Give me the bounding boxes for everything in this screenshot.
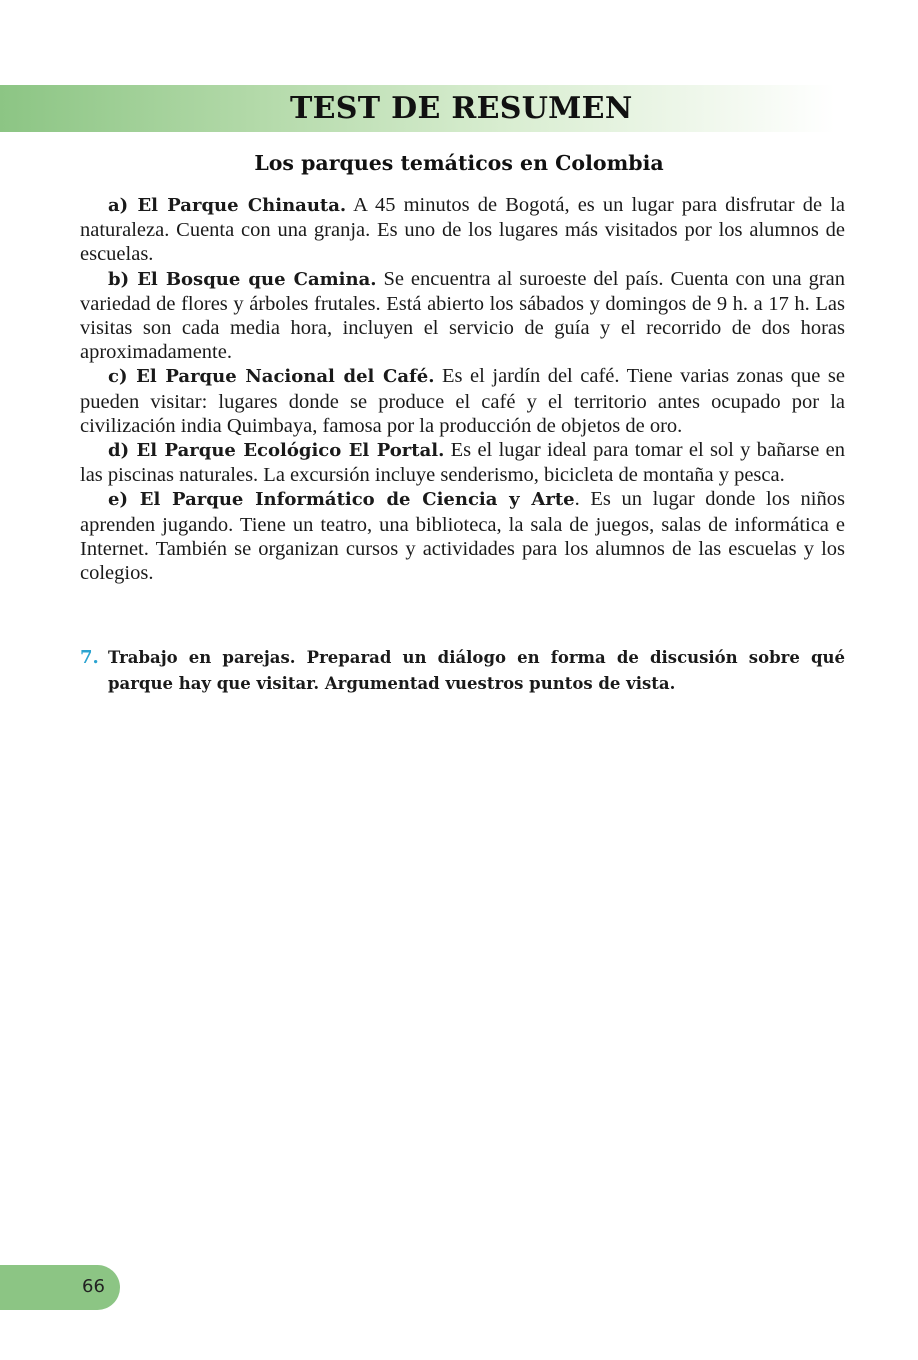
task-number: 7. <box>80 647 99 668</box>
park-description: . Es un lugar donde los niños aprenden jugando. Tiene un teatro, una biblioteca, la sala de juegos, salas de informática e Internet. También se organizan cursos y actividades para los alumnos de las escuelas y los colegios. <box>80 488 845 585</box>
parks-article <box>80 193 845 585</box>
park-name: a) El Parque Chinauta. <box>108 195 347 216</box>
park-name: e) El Parque Informático de Ciencia y Arte <box>108 489 575 511</box>
park-description: A 45 minutos de Bogotá, es un lugar para disfrutar de la naturaleza. Cuenta con una granja. Es uno de los lugares más visitados por los alumnos de escuelas. <box>80 194 845 266</box>
section-subtitle: Los parques temáticos en Colombia <box>254 151 664 175</box>
page-title: TEST DE RESUMEN <box>290 91 633 126</box>
park-name: b) El Bosque que Camina. <box>108 268 377 290</box>
park-description: Se encuentra al suroeste del país. Cuenta con una gran variedad de flores y árboles frutales. Está abierto los sábados y domingos de 9 h. a 17 h. Las visitas son cada media hora, incluyen el servicio de guía y el recorrido de dos horas aproximadamente. <box>80 267 845 364</box>
park-paragraph-a <box>80 193 845 267</box>
task-instructions: Trabajo en parejas. Preparad un diálogo en forma de discusión sobre qué parque hay que visitar. Argumentad vuestros puntos de vista. <box>108 648 845 693</box>
park-paragraph-c <box>80 364 845 438</box>
park-paragraph-d <box>80 438 845 487</box>
page-number: 66 <box>82 1276 105 1297</box>
task-exercise <box>80 645 845 697</box>
park-name: c) El Parque Nacional del Café. <box>108 366 435 388</box>
park-name: d) El Parque Ecológico El Portal. <box>108 440 445 462</box>
park-paragraph-e <box>80 487 845 585</box>
park-description: Es el lugar ideal para tomar el sol y bañarse en las piscinas naturales. La excursión incluye senderismo, bicicleta de montaña y pesca. <box>80 439 846 487</box>
park-description: Es el jardín del café. Tiene varias zonas que se pueden visitar: lugares donde se produce el café y el territorio antes ocupado por la civilización india Quimbaya, famosa por la producción de objetos de oro. <box>80 365 846 437</box>
park-paragraph-b <box>80 267 845 365</box>
